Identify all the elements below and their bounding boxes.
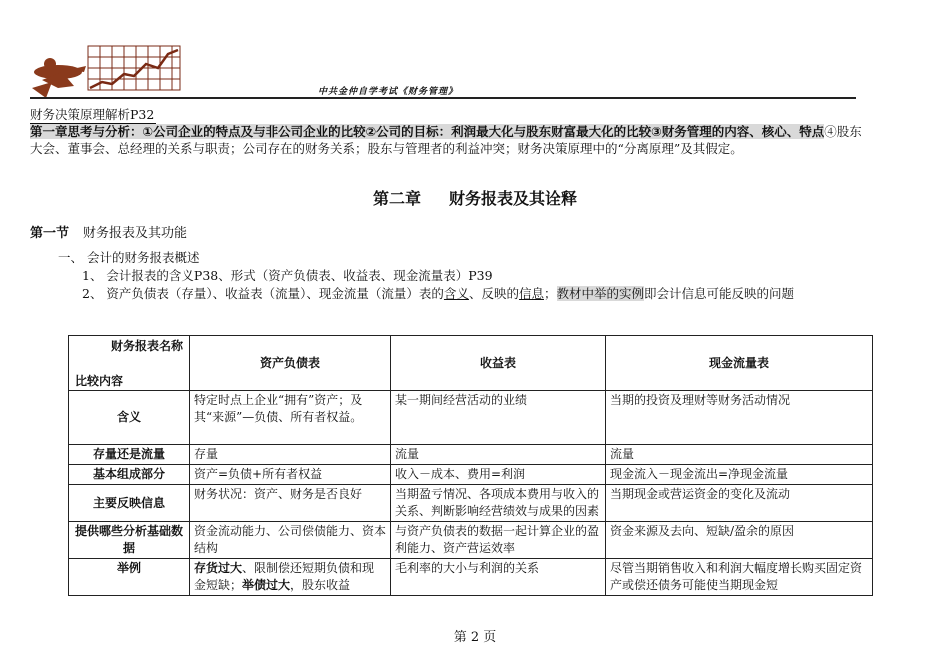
outline-underlined-meaning: 含义 bbox=[443, 286, 469, 301]
chapter-title: 财务报表及其诠释 bbox=[449, 189, 578, 208]
cell-bold-text: 存货过大 bbox=[194, 561, 243, 575]
intro-question-bold: 第一章思考与分析：①公司企业的特点及与非公司企业的比较②公司的目标：利润最大化与股东财富最大化的比较③财务管理的内容、核心、特点 bbox=[30, 124, 825, 139]
row-label: 含义 bbox=[69, 391, 190, 445]
table-header-row bbox=[69, 336, 873, 391]
outline-highlight: 教材中举的实例 bbox=[556, 286, 645, 301]
table-cell: 现金流入－现金流出=净现金流量 bbox=[606, 465, 873, 485]
row-label: 基本组成部分 bbox=[69, 465, 190, 485]
table-cell: 流量 bbox=[391, 445, 606, 465]
table-cell: 特定时点上企业“拥有”资产；及其“来源”—负债、所有者权益。 bbox=[190, 391, 391, 445]
table-cell: 资金来源及去向、短缺/盈余的原因 bbox=[606, 522, 873, 559]
outline-text: 、反映的 bbox=[468, 286, 519, 301]
intro-question-rest: ④股东大会、董事会、总经理的关系与职责；公司存在的财务关系；股东与管理者的利益冲突；财务决策原理中的“分离原理”及其假定。 bbox=[30, 124, 862, 156]
table-cell: 资产=负债+所有者权益 bbox=[190, 465, 391, 485]
column-header: 现金流量表 bbox=[606, 336, 873, 391]
section-title: 财务报表及其功能 bbox=[83, 226, 188, 241]
table-cell: 与资产负债表的数据一起计算企业的盈利能力、资产营运效率 bbox=[391, 522, 606, 559]
intro-title: 财务决策原理解析P32 bbox=[30, 107, 155, 122]
table-row bbox=[69, 445, 873, 465]
row-label: 提供哪些分析基础数据 bbox=[69, 522, 190, 559]
header-divider bbox=[30, 97, 856, 99]
page-number: 第 2 页 bbox=[453, 630, 497, 645]
table-cell: 存量 bbox=[190, 445, 391, 465]
table-cell: 资金流动能力、公司偿债能力、资本结构 bbox=[190, 522, 391, 559]
row-label: 主要反映信息 bbox=[69, 485, 190, 522]
table-cell bbox=[190, 559, 391, 596]
table-corner-cell bbox=[69, 336, 190, 391]
column-header: 资产负债表 bbox=[190, 336, 391, 391]
table-cell: 收入－成本、费用=利润 bbox=[391, 465, 606, 485]
table-cell: 流量 bbox=[606, 445, 873, 465]
corner-bottom-label: 比较内容 bbox=[75, 374, 124, 388]
chapter-number: 第二章 bbox=[372, 189, 421, 208]
outline-text: ； bbox=[543, 286, 557, 301]
cell-text: ，股东收益 bbox=[290, 578, 351, 592]
financial-statements-comparison-table bbox=[68, 335, 873, 596]
publisher-logo bbox=[28, 42, 184, 102]
section-number: 第一节 bbox=[30, 226, 70, 241]
table-row bbox=[69, 522, 873, 559]
table-cell: 当期现金或营运资金的变化及流动 bbox=[606, 485, 873, 522]
outline-item-1: 一、 会计的财务报表概述 bbox=[58, 250, 200, 265]
table-cell: 当期盈亏情况、各项成本费用与收入的关系、判断影响经营绩效与成果的因素 bbox=[391, 485, 606, 522]
corner-top-label: 财务报表名称 bbox=[110, 339, 183, 353]
table-cell: 当期的投资及理财等财务活动情况 bbox=[606, 391, 873, 445]
intro-body bbox=[30, 123, 870, 157]
outline-item-1-1: 1、 会计报表的含义P38、形式（资产负债表、收益表、现金流量表）P39 bbox=[82, 268, 493, 283]
table-cell: 尽管当期销售收入和利润大幅度增长购买固定资产或偿还债务可能使当期现金短 bbox=[606, 559, 873, 596]
table-cell: 毛利率的大小与利润的关系 bbox=[391, 559, 606, 596]
table-row bbox=[69, 485, 873, 522]
table-row bbox=[69, 391, 873, 445]
column-header: 收益表 bbox=[391, 336, 606, 391]
table-cell: 财务状况：资产、财务是否良好 bbox=[190, 485, 391, 522]
row-label: 存量还是流量 bbox=[69, 445, 190, 465]
outline-item-1-2 bbox=[82, 285, 862, 302]
outline-text: 即会计信息可能反映的问题 bbox=[644, 286, 795, 301]
outline-underlined-info: 信息 bbox=[518, 286, 544, 301]
outline-text: 2、 资产负债表（存量）、收益表（流量）、现金流量（流量）表的 bbox=[82, 286, 444, 301]
table-row bbox=[69, 559, 873, 596]
header-title: 中共金仲自学考试《财务管理》 bbox=[318, 87, 459, 97]
chapter-heading bbox=[0, 186, 950, 209]
table-cell: 某一期间经营活动的业绩 bbox=[391, 391, 606, 445]
table-row bbox=[69, 465, 873, 485]
cell-bold-text: 举债过大 bbox=[242, 578, 291, 592]
row-label: 举例 bbox=[69, 559, 190, 596]
cell-text: 、限制偿还短期负债和现金短缺； bbox=[194, 561, 375, 592]
section-heading bbox=[30, 222, 187, 241]
